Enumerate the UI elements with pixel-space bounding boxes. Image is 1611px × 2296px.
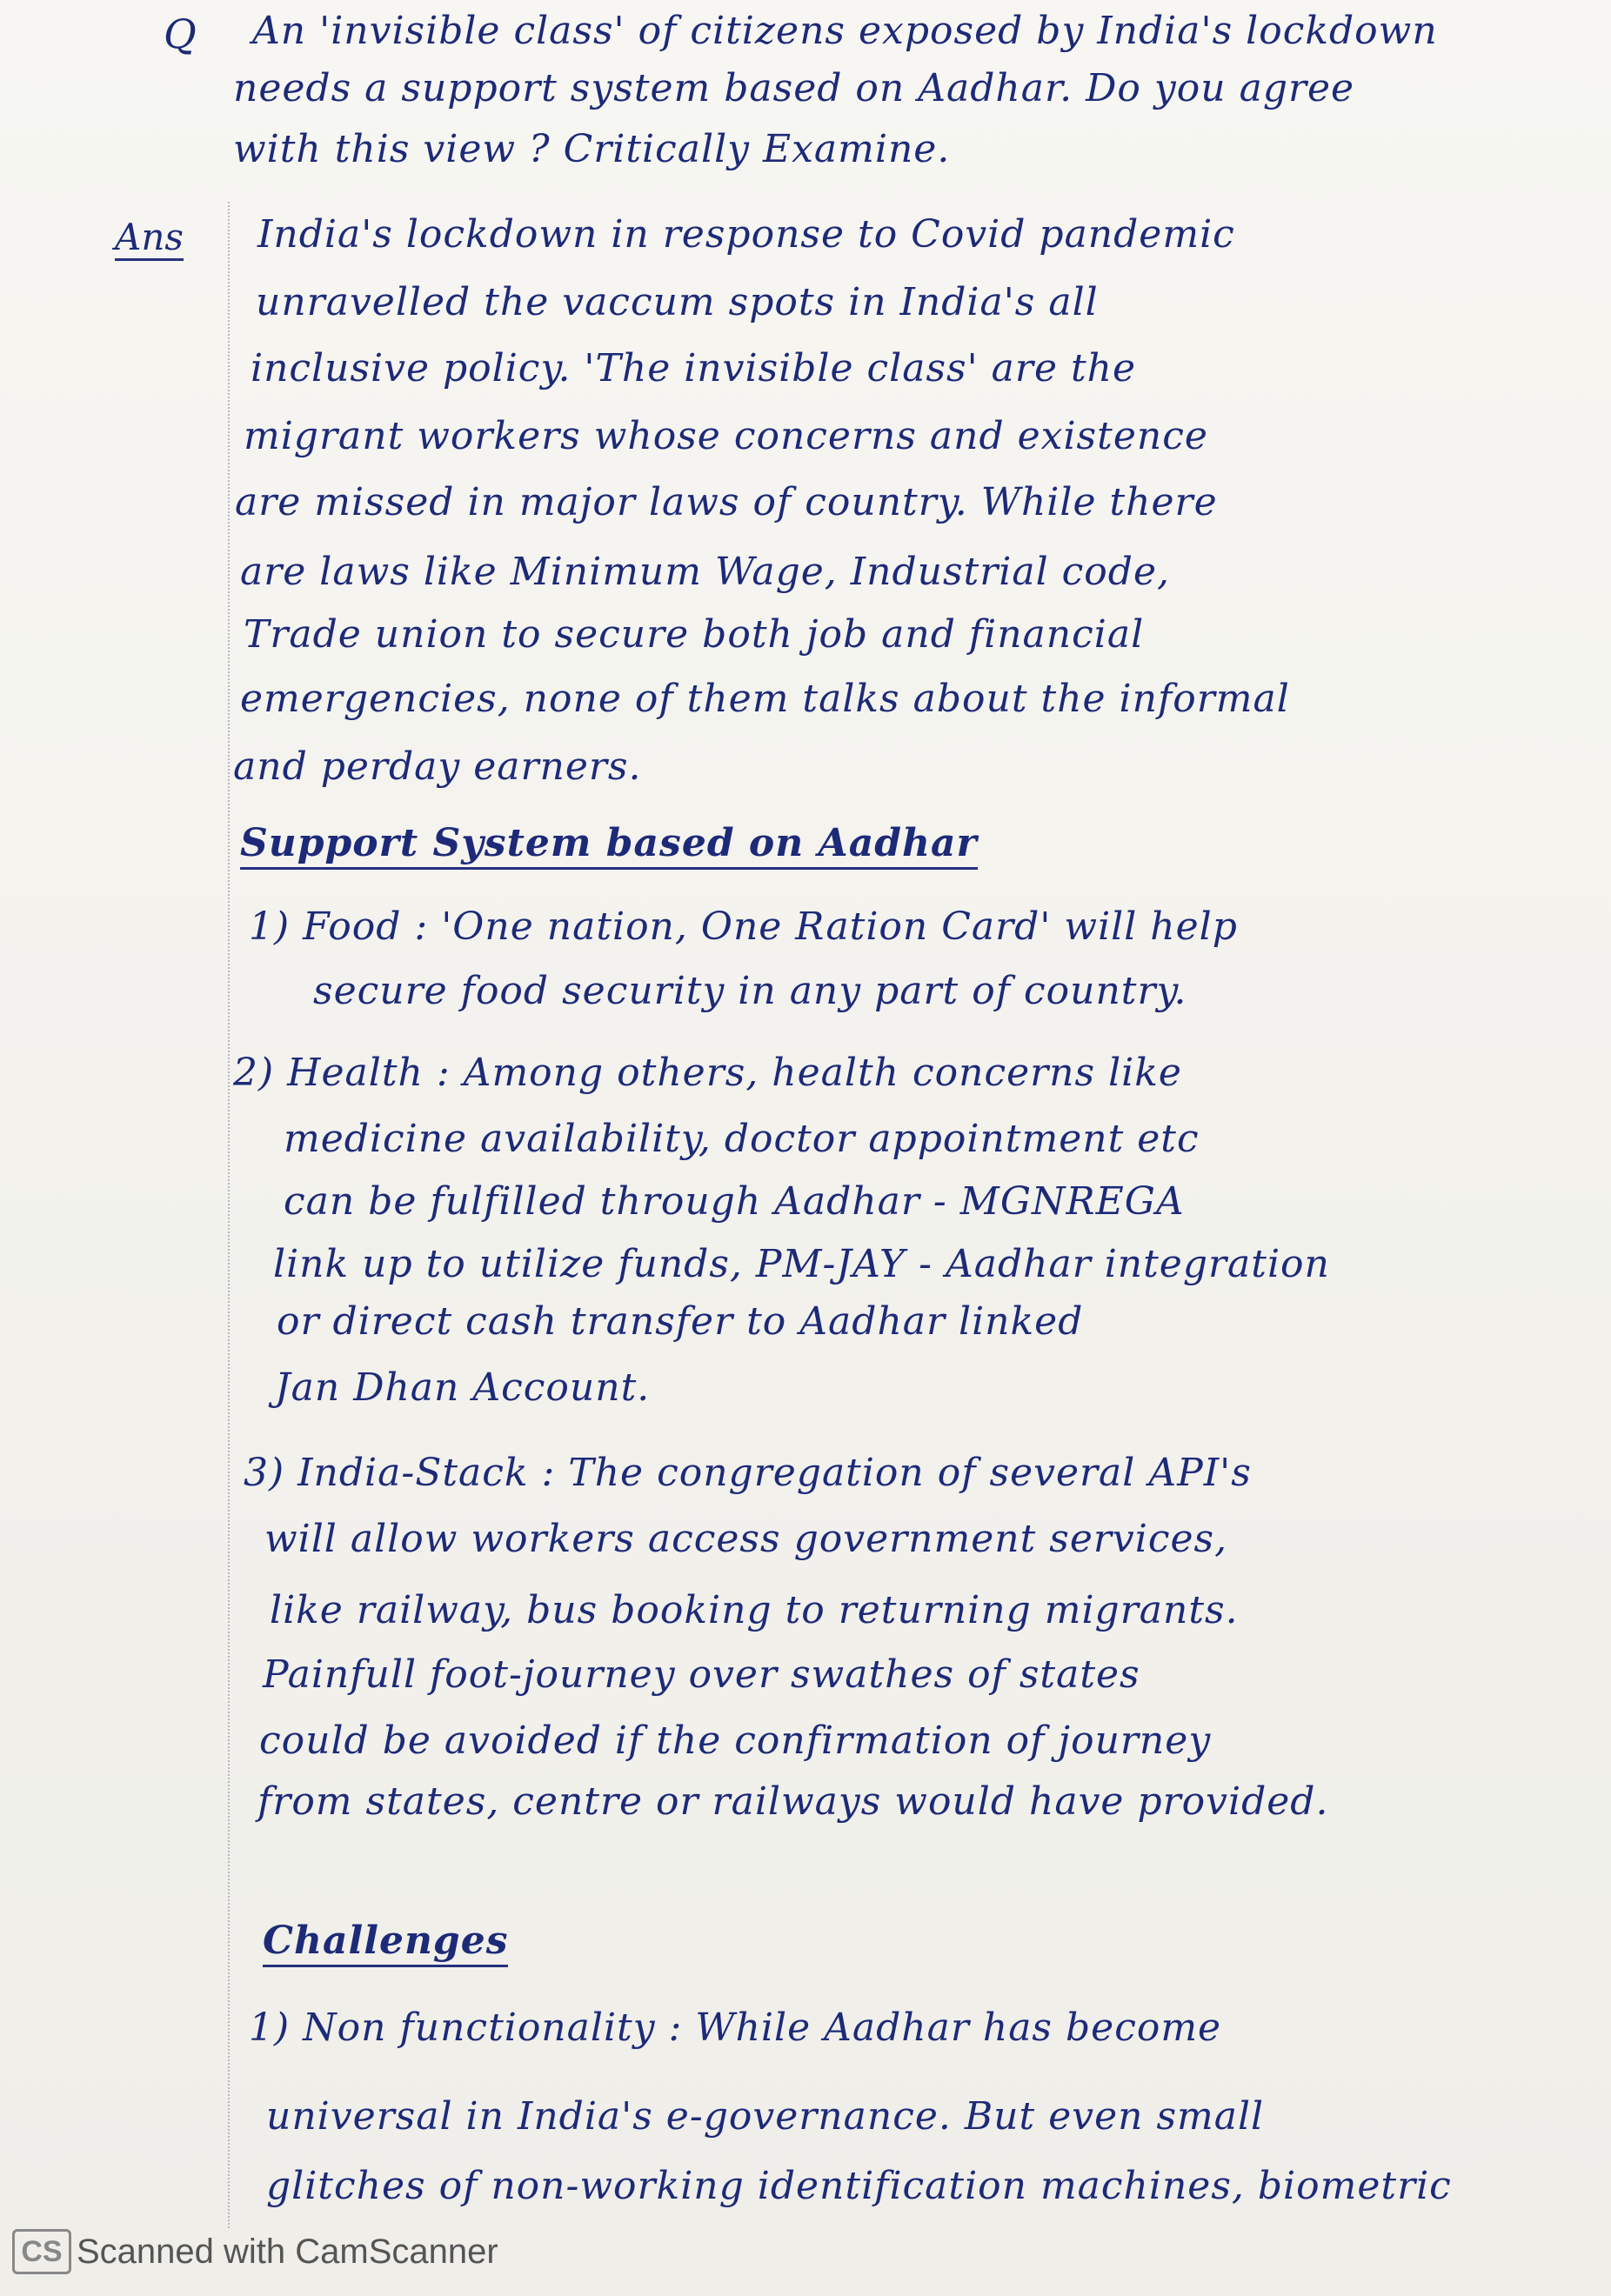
- point-3-line-6: from states, centre or railways would have provided.: [257, 1779, 1329, 1824]
- margin-line: [228, 202, 230, 2228]
- question-line-1: An 'invisible class' of citizens exposed by India's lockdown: [252, 9, 1438, 53]
- point-2-line-3: can be fulfilled through Aadhar - MGNREGA: [284, 1179, 1185, 1224]
- intro-line-6: are laws like Minimum Wage, Industrial code,: [240, 550, 1170, 594]
- challenges-heading: Challenges: [263, 1919, 508, 1963]
- point-2-line-2: medicine availability, doctor appointment etc: [284, 1117, 1200, 1161]
- point-2-line-5: or direct cash transfer to Aadhar linked: [277, 1299, 1084, 1344]
- intro-line-1: India's lockdown in response to Covid pandemic: [257, 212, 1235, 257]
- intro-line-9: and perday earners.: [233, 744, 642, 789]
- point-2-line-4: link up to utilize funds, PM-JAY - Aadhar integration: [273, 1242, 1330, 1286]
- intro-line-8: emergencies, none of them talks about the informal: [240, 677, 1290, 721]
- point-3-line-3: like railway, bus booking to returning migrants.: [270, 1588, 1239, 1632]
- point-3-line-1: 3) India-Stack : The congregation of several API's: [244, 1451, 1252, 1495]
- point-2-line-6: Jan Dhan Account.: [275, 1365, 651, 1410]
- point-3-line-5: could be avoided if the confirmation of journey: [259, 1719, 1212, 1763]
- answer-label: Ans: [115, 216, 184, 261]
- watermark-text: Scanned with CamScanner: [77, 2232, 498, 2271]
- camscanner-logo-icon: CS: [12, 2229, 71, 2274]
- intro-line-2: unravelled the vaccum spots in India's all: [256, 280, 1099, 324]
- challenge-line-3: glitches of non-working identification machines, biometric: [266, 2164, 1452, 2208]
- challenge-line-2: universal in India's e-governance. But even small: [266, 2094, 1265, 2139]
- question-marker: Q: [164, 10, 197, 57]
- point-3-line-2: will allow workers access government services,: [264, 1517, 1228, 1561]
- intro-line-7: Trade union to secure both job and financial: [244, 612, 1145, 657]
- point-3-line-4: Painfull foot-journey over swathes of states: [263, 1652, 1140, 1697]
- point-1-line-1: 1) Food : 'One nation, One Ration Card' will help: [249, 904, 1238, 949]
- challenge-line-1: 1) Non functionality : While Aadhar has become: [249, 2006, 1222, 2050]
- camscanner-watermark: [12, 2226, 498, 2277]
- intro-line-3: inclusive policy. 'The invisible class' are the: [251, 346, 1137, 390]
- intro-line-4: migrant workers whose concerns and existence: [244, 414, 1208, 458]
- support-heading: Support System based on Aadhar: [240, 821, 978, 865]
- question-line-2: needs a support system based on Aadhar. Do you agree: [233, 66, 1355, 110]
- point-1-line-2: secure food security in any part of country.: [313, 969, 1187, 1013]
- question-line-3: with this view ? Critically Examine.: [233, 127, 951, 171]
- point-2-line-1: 2) Health : Among others, health concerns like: [233, 1051, 1182, 1095]
- intro-line-5: are missed in major laws of country. While there: [235, 480, 1218, 524]
